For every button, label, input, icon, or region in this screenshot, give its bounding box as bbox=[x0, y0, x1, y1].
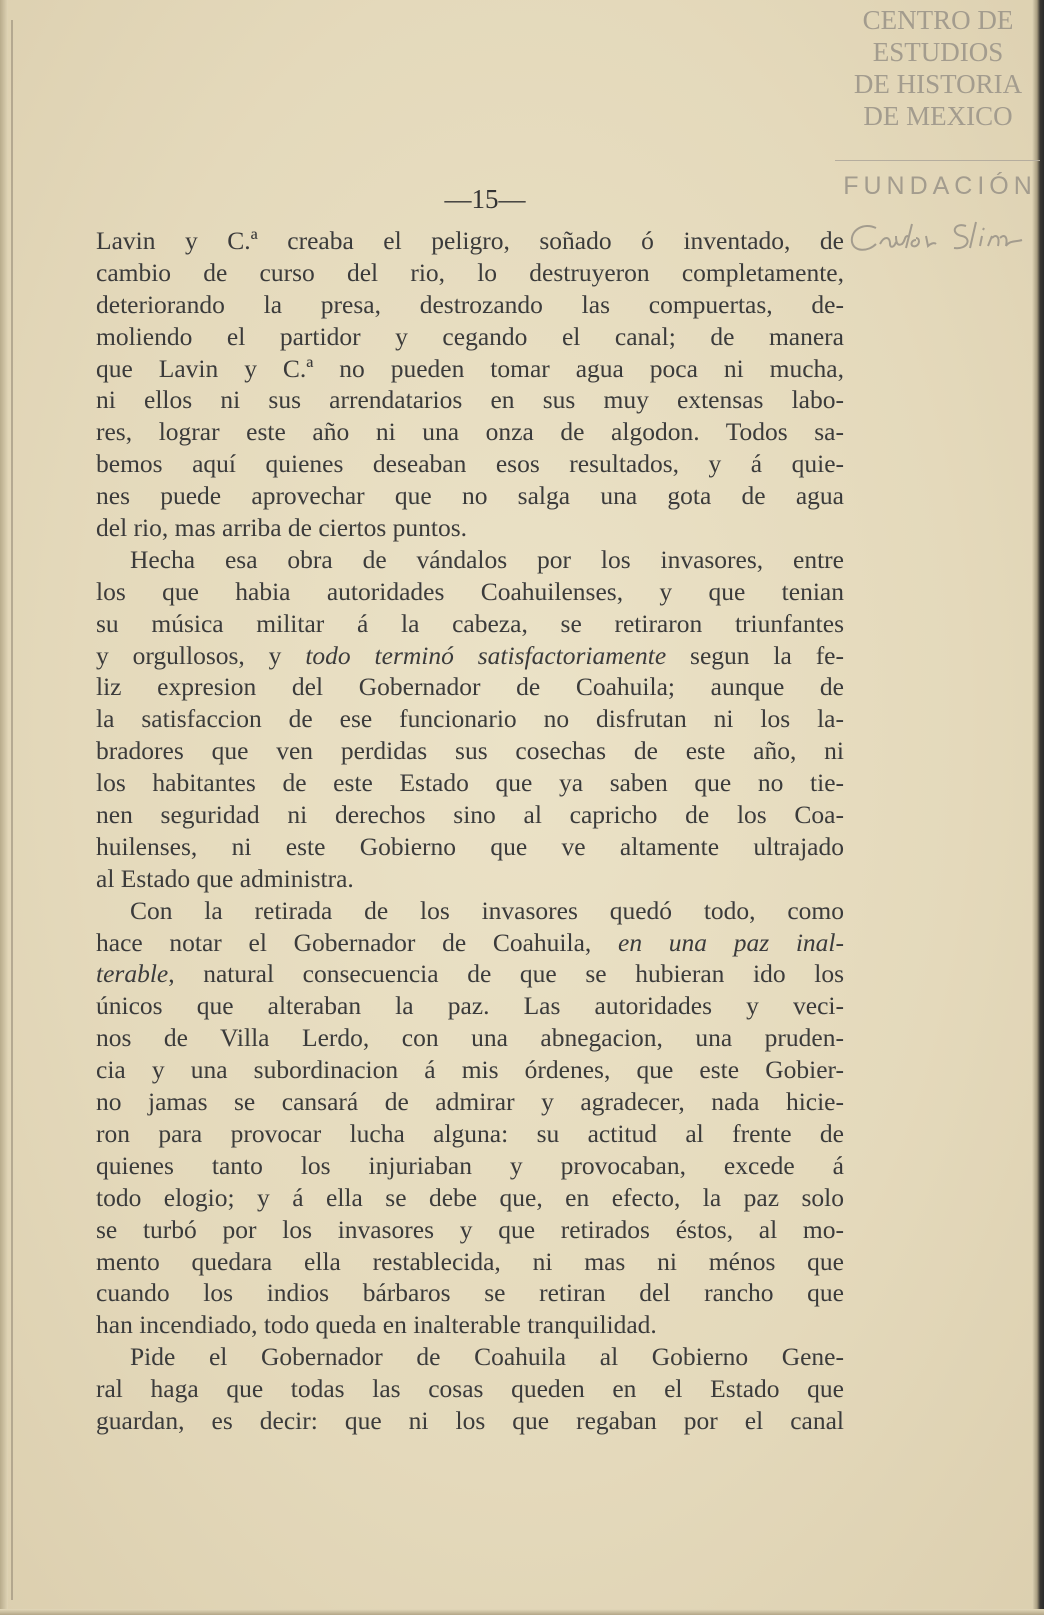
text-run: ral haga que todas las cosas queden en el Estado que bbox=[96, 1374, 844, 1404]
text-line bbox=[96, 927, 844, 959]
watermark-line: DE MEXICO bbox=[863, 101, 1013, 131]
text-run: la satisfaccion de ese funcionario no disfrutan ni los la- bbox=[96, 704, 844, 734]
paragraph bbox=[96, 895, 844, 1341]
text-line bbox=[96, 1309, 844, 1341]
text-run: Hecha esa obra de vándalos por los invasores, entre bbox=[130, 544, 844, 574]
body-text bbox=[96, 225, 844, 1437]
text-line bbox=[96, 895, 844, 927]
text-line bbox=[96, 257, 844, 289]
text-run: , natural consecuencia de que se hubieran ido los bbox=[168, 959, 844, 989]
text-run: guardan, es decir: que ni los que regaban por el canal bbox=[96, 1405, 844, 1435]
text-line bbox=[96, 480, 844, 512]
text-line bbox=[96, 448, 844, 480]
italic-text: terable bbox=[96, 959, 169, 989]
text-line bbox=[96, 1277, 844, 1309]
text-line bbox=[96, 321, 844, 353]
watermark-line: DE HISTORIA bbox=[853, 69, 1023, 99]
text-run: ni ellos ni sus arrendatarios en sus muy extensas labo- bbox=[96, 385, 844, 415]
text-line bbox=[96, 608, 844, 640]
text-line bbox=[96, 958, 844, 990]
page-number: —15— bbox=[444, 184, 526, 214]
paragraph bbox=[96, 1341, 844, 1437]
text-run: Con la retirada de los invasores quedó todo, como bbox=[130, 895, 844, 925]
text-run: bradores que ven perdidas sus cosechas de este año, ni bbox=[96, 736, 844, 766]
text-run: ron para provocar lucha alguna: su actitud al frente de bbox=[96, 1118, 844, 1148]
text-line bbox=[96, 703, 844, 735]
page-binding-line bbox=[11, 20, 13, 1600]
text-run: moliendo el partidor y cegando el canal; de manera bbox=[96, 321, 844, 351]
text-line bbox=[96, 544, 844, 576]
text-run: únicos que alteraban la paz. Las autoridades y veci- bbox=[96, 991, 844, 1021]
italic-text: todo terminó satisfactoriamente bbox=[305, 640, 667, 670]
text-run: segun la fe- bbox=[666, 640, 844, 670]
watermark-line: ESTUDIOS bbox=[872, 37, 1004, 67]
text-run: liz expresion del Gobernador de Coahuila; aunque de bbox=[96, 672, 844, 702]
text-line bbox=[96, 1054, 844, 1086]
text-run: no jamas se cansará de admirar y agradecer, nada hicie- bbox=[96, 1087, 844, 1117]
text-line bbox=[96, 767, 844, 799]
text-run: res, lograr este año ni una onza de algodon. Todos sa- bbox=[96, 417, 844, 447]
paragraph bbox=[96, 544, 844, 895]
text-run: del rio, mas arriba de ciertos puntos. bbox=[96, 513, 468, 543]
text-line bbox=[96, 1214, 844, 1246]
text-run: deteriorando la presa, destrozando las compuertas, de- bbox=[96, 289, 844, 319]
text-run: cia y una subordinacion á mis órdenes, que este Gobier- bbox=[96, 1055, 844, 1085]
text-line bbox=[96, 671, 844, 703]
text-line bbox=[96, 1373, 844, 1405]
text-line bbox=[96, 1150, 844, 1182]
page-left-edge bbox=[0, 0, 8, 1615]
text-line bbox=[96, 289, 844, 321]
text-run: Pide el Gobernador de Coahuila al Gobierno Gene- bbox=[130, 1342, 844, 1372]
text-line bbox=[96, 1405, 844, 1437]
text-line bbox=[96, 512, 844, 544]
text-line bbox=[96, 1086, 844, 1118]
text-run: su música militar á la cabeza, se retiraron triunfantes bbox=[96, 608, 844, 638]
text-line bbox=[96, 735, 844, 767]
text-run: nos de Villa Lerdo, con una abnegacion, una pruden- bbox=[96, 1023, 844, 1053]
text-line bbox=[96, 225, 844, 257]
carlos-slim-signature-logo bbox=[846, 214, 1044, 260]
archive-watermark bbox=[838, 4, 1038, 132]
text-line bbox=[96, 863, 844, 895]
italic-text: en una paz inal- bbox=[618, 927, 845, 957]
page-bottom-edge bbox=[0, 1609, 1044, 1615]
text-run: cambio de curso del rio, lo destruyeron completamente, bbox=[96, 257, 844, 287]
paragraph bbox=[96, 225, 844, 544]
text-run: se turbó por los invasores y que retirados éstos, al mo- bbox=[96, 1214, 844, 1244]
text-line bbox=[96, 1118, 844, 1150]
text-line bbox=[96, 640, 844, 672]
text-run: y orgullosos, y bbox=[96, 640, 306, 670]
text-line bbox=[96, 416, 844, 448]
text-run: nes puede aprovechar que no salga una gota de agua bbox=[96, 481, 844, 511]
text-line bbox=[96, 384, 844, 416]
text-run: huilenses, ni este Gobierno que ve altamente ultrajado bbox=[96, 831, 844, 861]
text-run: cuando los indios bárbaros se retiran del rancho que bbox=[96, 1278, 844, 1308]
text-run: Lavin y C.ª creaba el peligro, soñado ó inventado, de bbox=[96, 226, 844, 255]
watermark-foundation: FUNDACIÓN bbox=[843, 172, 1037, 200]
text-line bbox=[96, 990, 844, 1022]
text-run: hace notar el Gobernador de Coahuila, bbox=[96, 927, 618, 957]
text-run: los que habia autoridades Coahuilenses, y que tenian bbox=[96, 576, 844, 606]
text-line bbox=[96, 576, 844, 608]
text-run: quienes tanto los injuriaban y provocaban, excede á bbox=[96, 1150, 844, 1180]
text-line bbox=[96, 799, 844, 831]
text-line bbox=[96, 1022, 844, 1054]
text-line bbox=[96, 353, 844, 385]
text-run: que Lavin y C.ª no pueden tomar agua poca ni mucha, bbox=[96, 353, 844, 383]
text-run: los habitantes de este Estado que ya saben que no tie- bbox=[96, 768, 844, 798]
text-line bbox=[96, 1182, 844, 1214]
text-run: al Estado que administra. bbox=[96, 863, 354, 893]
text-run: todo elogio; y á ella se debe que, en efecto, la paz solo bbox=[96, 1182, 844, 1212]
text-run: han incendiado, todo queda en inalterable tranquilidad. bbox=[96, 1310, 657, 1340]
watermark-line: CENTRO DE bbox=[862, 5, 1014, 35]
text-run: bemos aquí quienes deseaban esos resultados, y á quie- bbox=[96, 449, 844, 479]
text-run: mento quedara ella restablecida, ni mas ni ménos que bbox=[96, 1246, 844, 1276]
text-line bbox=[96, 831, 844, 863]
text-run: nen seguridad ni derechos sino al capricho de los Coa- bbox=[96, 800, 844, 830]
watermark-divider bbox=[835, 160, 1040, 161]
text-line bbox=[96, 1341, 844, 1373]
text-line bbox=[96, 1246, 844, 1278]
